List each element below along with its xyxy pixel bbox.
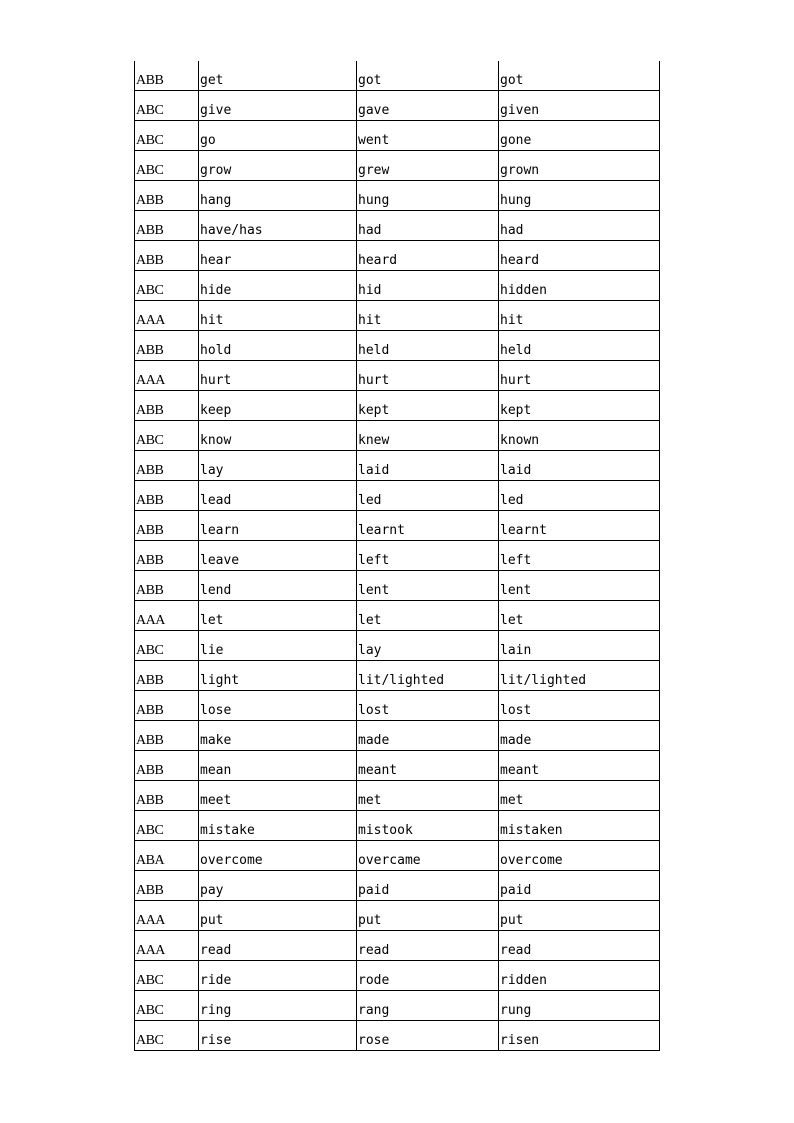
base-form-cell: mistake [199, 811, 357, 841]
table-row [135, 871, 660, 901]
past-tense-cell: hit [357, 301, 499, 331]
table-row [135, 541, 660, 571]
past-participle-cell: lent [499, 571, 660, 601]
past-tense-cell: put [357, 901, 499, 931]
base-form-cell: know [199, 421, 357, 451]
past-participle-cell: hung [499, 181, 660, 211]
base-form-cell: meet [199, 781, 357, 811]
table-row [135, 1021, 660, 1051]
past-participle-cell: hurt [499, 361, 660, 391]
pattern-cell: AAA [135, 901, 199, 931]
table-row [135, 361, 660, 391]
table-row [135, 931, 660, 961]
past-tense-cell: meant [357, 751, 499, 781]
base-form-cell: have/has [199, 211, 357, 241]
base-form-cell: leave [199, 541, 357, 571]
table-row [135, 841, 660, 871]
base-form-cell: pay [199, 871, 357, 901]
base-form-cell: lend [199, 571, 357, 601]
past-tense-cell: got [357, 61, 499, 91]
base-form-cell: hear [199, 241, 357, 271]
base-form-cell: hide [199, 271, 357, 301]
pattern-cell: ABB [135, 181, 199, 211]
table-row [135, 631, 660, 661]
past-tense-cell: lost [357, 691, 499, 721]
pattern-cell: ABB [135, 751, 199, 781]
past-participle-cell: known [499, 421, 660, 451]
pattern-cell: ABB [135, 691, 199, 721]
past-tense-cell: rang [357, 991, 499, 1021]
past-participle-cell: lit/lighted [499, 661, 660, 691]
past-tense-cell: led [357, 481, 499, 511]
pattern-cell: ABB [135, 331, 199, 361]
pattern-cell: AAA [135, 361, 199, 391]
past-participle-cell: overcome [499, 841, 660, 871]
table-row [135, 121, 660, 151]
base-form-cell: put [199, 901, 357, 931]
past-participle-cell: kept [499, 391, 660, 421]
past-participle-cell: met [499, 781, 660, 811]
table-row [135, 901, 660, 931]
base-form-cell: hit [199, 301, 357, 331]
past-participle-cell: mistaken [499, 811, 660, 841]
past-participle-cell: learnt [499, 511, 660, 541]
base-form-cell: lead [199, 481, 357, 511]
past-tense-cell: had [357, 211, 499, 241]
past-participle-cell: ridden [499, 961, 660, 991]
past-participle-cell: put [499, 901, 660, 931]
past-tense-cell: hurt [357, 361, 499, 391]
base-form-cell: hold [199, 331, 357, 361]
table-row [135, 991, 660, 1021]
base-form-cell: ring [199, 991, 357, 1021]
pattern-cell: ABC [135, 991, 199, 1021]
past-participle-cell: grown [499, 151, 660, 181]
past-tense-cell: lit/lighted [357, 661, 499, 691]
pattern-cell: ABB [135, 511, 199, 541]
past-participle-cell: rung [499, 991, 660, 1021]
base-form-cell: hurt [199, 361, 357, 391]
base-form-cell: get [199, 61, 357, 91]
table-row [135, 751, 660, 781]
pattern-cell: ABC [135, 1021, 199, 1051]
base-form-cell: grow [199, 151, 357, 181]
table-row [135, 91, 660, 121]
pattern-cell: ABB [135, 541, 199, 571]
table-row [135, 181, 660, 211]
past-tense-cell: went [357, 121, 499, 151]
table-row [135, 781, 660, 811]
pattern-cell: ABB [135, 481, 199, 511]
table-row [135, 961, 660, 991]
past-participle-cell: lain [499, 631, 660, 661]
irregular-verb-table [134, 61, 660, 1051]
table-row [135, 211, 660, 241]
table-row [135, 421, 660, 451]
past-participle-cell: heard [499, 241, 660, 271]
base-form-cell: lay [199, 451, 357, 481]
pattern-cell: ABB [135, 211, 199, 241]
base-form-cell: let [199, 601, 357, 631]
past-tense-cell: laid [357, 451, 499, 481]
past-tense-cell: hid [357, 271, 499, 301]
base-form-cell: lie [199, 631, 357, 661]
table-row [135, 721, 660, 751]
pattern-cell: ABB [135, 571, 199, 601]
past-participle-cell: let [499, 601, 660, 631]
base-form-cell: keep [199, 391, 357, 421]
pattern-cell: ABB [135, 391, 199, 421]
base-form-cell: light [199, 661, 357, 691]
past-tense-cell: met [357, 781, 499, 811]
pattern-cell: ABB [135, 871, 199, 901]
past-tense-cell: left [357, 541, 499, 571]
past-tense-cell: read [357, 931, 499, 961]
table-row [135, 511, 660, 541]
pattern-cell: ABB [135, 61, 199, 91]
table-row [135, 301, 660, 331]
table-row [135, 811, 660, 841]
base-form-cell: read [199, 931, 357, 961]
table-row [135, 151, 660, 181]
table-row [135, 391, 660, 421]
base-form-cell: rise [199, 1021, 357, 1051]
pattern-cell: ABB [135, 781, 199, 811]
pattern-cell: ABC [135, 421, 199, 451]
past-participle-cell: left [499, 541, 660, 571]
past-participle-cell: hit [499, 301, 660, 331]
table-row [135, 451, 660, 481]
pattern-cell: ABC [135, 811, 199, 841]
past-participle-cell: read [499, 931, 660, 961]
pattern-cell: AAA [135, 301, 199, 331]
past-participle-cell: had [499, 211, 660, 241]
past-tense-cell: grew [357, 151, 499, 181]
past-participle-cell: led [499, 481, 660, 511]
past-participle-cell: made [499, 721, 660, 751]
pattern-cell: ABC [135, 91, 199, 121]
table-row [135, 241, 660, 271]
past-tense-cell: kept [357, 391, 499, 421]
past-tense-cell: gave [357, 91, 499, 121]
past-tense-cell: rode [357, 961, 499, 991]
pattern-cell: ABB [135, 451, 199, 481]
past-tense-cell: heard [357, 241, 499, 271]
table-row [135, 601, 660, 631]
pattern-cell: ABC [135, 961, 199, 991]
base-form-cell: mean [199, 751, 357, 781]
past-participle-cell: laid [499, 451, 660, 481]
past-tense-cell: paid [357, 871, 499, 901]
past-tense-cell: let [357, 601, 499, 631]
past-participle-cell: hidden [499, 271, 660, 301]
pattern-cell: ABB [135, 721, 199, 751]
base-form-cell: lose [199, 691, 357, 721]
pattern-cell: ABC [135, 121, 199, 151]
table-row [135, 661, 660, 691]
past-participle-cell: got [499, 61, 660, 91]
pattern-cell: ABC [135, 631, 199, 661]
base-form-cell: give [199, 91, 357, 121]
table-row [135, 61, 660, 91]
past-tense-cell: learnt [357, 511, 499, 541]
past-tense-cell: mistook [357, 811, 499, 841]
past-participle-cell: given [499, 91, 660, 121]
past-tense-cell: made [357, 721, 499, 751]
past-tense-cell: held [357, 331, 499, 361]
base-form-cell: hang [199, 181, 357, 211]
base-form-cell: learn [199, 511, 357, 541]
base-form-cell: ride [199, 961, 357, 991]
past-participle-cell: held [499, 331, 660, 361]
past-participle-cell: gone [499, 121, 660, 151]
past-participle-cell: risen [499, 1021, 660, 1051]
past-tense-cell: overcame [357, 841, 499, 871]
table-row [135, 571, 660, 601]
past-tense-cell: rose [357, 1021, 499, 1051]
base-form-cell: make [199, 721, 357, 751]
table-row [135, 331, 660, 361]
base-form-cell: go [199, 121, 357, 151]
past-participle-cell: meant [499, 751, 660, 781]
pattern-cell: ABC [135, 271, 199, 301]
past-tense-cell: knew [357, 421, 499, 451]
pattern-cell: AAA [135, 601, 199, 631]
past-tense-cell: lent [357, 571, 499, 601]
pattern-cell: ABC [135, 151, 199, 181]
past-tense-cell: lay [357, 631, 499, 661]
pattern-cell: ABA [135, 841, 199, 871]
pattern-cell: ABB [135, 241, 199, 271]
past-tense-cell: hung [357, 181, 499, 211]
table-row [135, 271, 660, 301]
verb-table-body [135, 61, 660, 1051]
past-participle-cell: lost [499, 691, 660, 721]
pattern-cell: ABB [135, 661, 199, 691]
table-row [135, 691, 660, 721]
past-participle-cell: paid [499, 871, 660, 901]
pattern-cell: AAA [135, 931, 199, 961]
base-form-cell: overcome [199, 841, 357, 871]
table-row [135, 481, 660, 511]
